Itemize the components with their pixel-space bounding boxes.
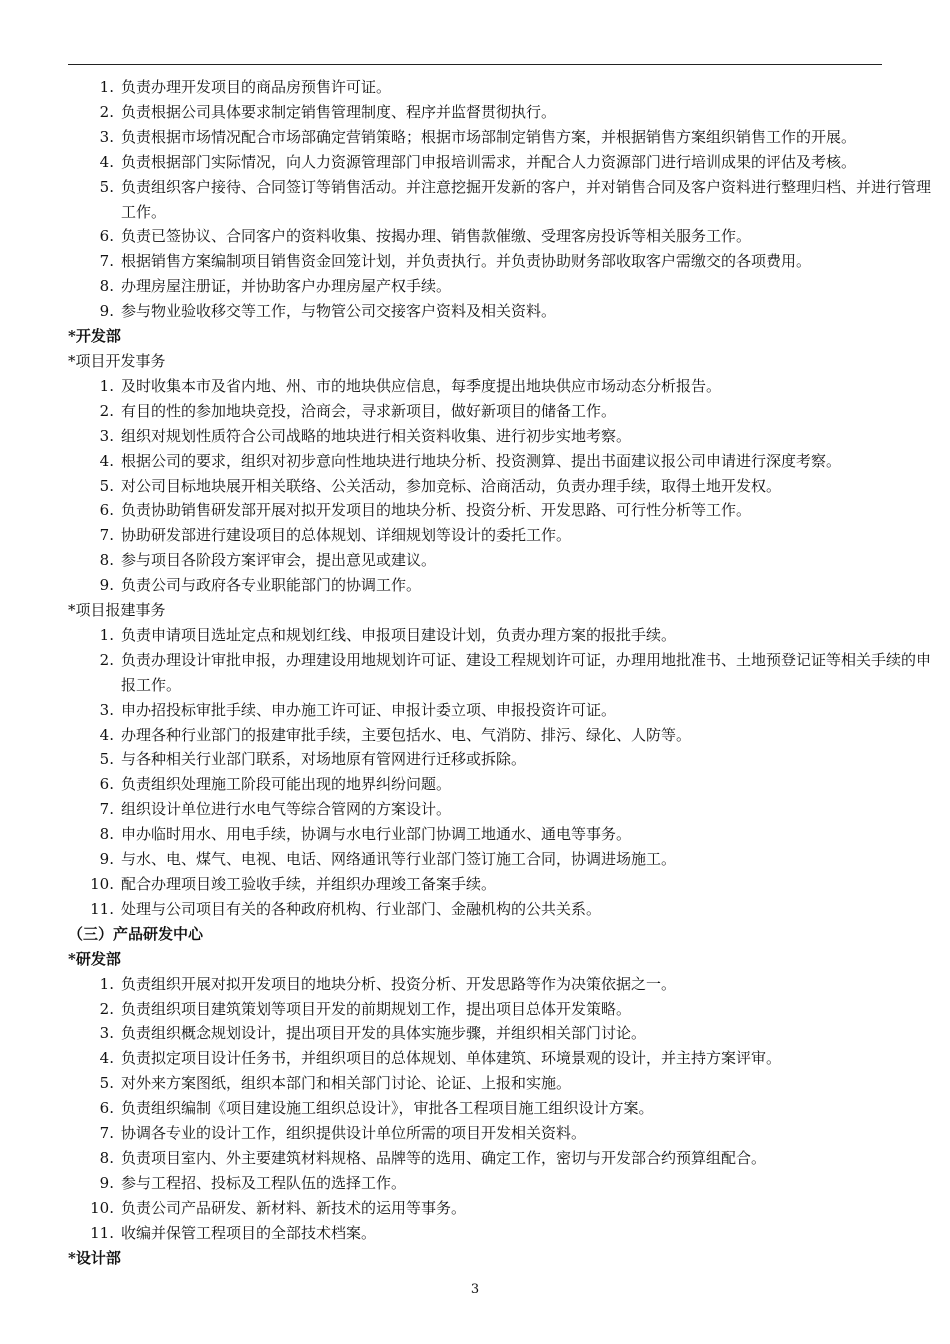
list-item-number: 2 . [84, 100, 114, 125]
list-item-number: 2 . [84, 399, 114, 424]
list-item [68, 548, 936, 573]
list-item-text: 负责根据公司具体要求制定销售管理制度、程序并监督贯彻执行。 [121, 102, 557, 121]
list-item [68, 523, 936, 548]
list-item [68, 374, 936, 399]
list-item [68, 498, 936, 523]
section-heading: *开发部 [68, 327, 121, 346]
list-item-number: 7 . [84, 249, 114, 274]
list-item [68, 822, 936, 847]
list-item [68, 648, 936, 698]
list-item [68, 1196, 936, 1221]
list-item-number: 5 . [84, 747, 114, 772]
list-item-text: 负责组织客户接待、合同签订等销售活动。并注意挖掘开发新的客户，并对销售合同及客户资料进行整理归档、并进行管理工作。 [121, 177, 932, 221]
list-item-number: 8 . [84, 822, 114, 847]
page-number: 3 [470, 1282, 480, 1297]
list-item-text: 负责组织开展对拟开发项目的地块分析、投资分析、开发思路等作为决策依据之一。 [121, 974, 677, 993]
list-item-text: 负责根据市场情况配合市场部确定营销策略；根据市场部制定销售方案，并根据销售方案组织销售工作的开展。 [121, 127, 857, 146]
list-item-number: 9 . [84, 847, 114, 872]
list-item-text: 负责项目室内、外主要建筑材料规格、品牌等的选用、确定工作，密切与开发部合约预算组配合。 [121, 1148, 767, 1167]
list-item [68, 125, 936, 150]
list-item-number: 11 . [84, 897, 114, 922]
list-item [68, 723, 936, 748]
header-rule [68, 64, 882, 65]
list-item-text: 负责组织编制《项目建设施工组织总设计》，审批各工程项目施工组织设计方案。 [121, 1099, 654, 1118]
list-item [68, 772, 936, 797]
list-item [68, 797, 936, 822]
list-item-number: 1 . [84, 623, 114, 648]
list-item-text: 收编并保管工程项目的全部技术档案。 [121, 1223, 377, 1242]
list-item-text: 协助研发部进行建设项目的总体规划、详细规划等设计的委托工作。 [121, 526, 572, 545]
list-item [68, 573, 936, 598]
list-item-number: 3 . [84, 424, 114, 449]
list-item-text: 办理房屋注册证，并协助客户办理房屋产权手续。 [121, 277, 452, 296]
list-item-text: 参与物业验收移交等工作，与物管公司交接客户资料及相关资料。 [121, 302, 557, 321]
subsection-heading: *项目开发事务 [68, 351, 166, 370]
list-item [68, 424, 936, 449]
list-item [68, 1071, 936, 1096]
list-item-number: 6 . [84, 224, 114, 249]
list-item-text: 根据公司的要求，组织对初步意向性地块进行地块分析、投资测算、提出书面建议报公司申请进行深度考察。 [121, 451, 842, 470]
list-item-text: 负责协助销售研发部开展对拟开发项目的地块分析、投资分析、开发思路、可行性分析等工作。 [121, 501, 752, 520]
list-item [68, 847, 936, 872]
list-item-text: 负责组织项目建筑策划等项目开发的前期规划工作，提出项目总体开发策略。 [121, 999, 632, 1018]
list-item-number: 3 . [84, 1021, 114, 1046]
list-item-number: 7 . [84, 1121, 114, 1146]
list-item-text: 协调各专业的设计工作，组织提供设计单位所需的项目开发相关资料。 [121, 1124, 587, 1143]
list-item-number: 7 . [84, 797, 114, 822]
list-item [68, 698, 936, 723]
list-item-text: 办理各种行业部门的报建审批手续，主要包括水、电、气消防、排污、绿化、人防等。 [121, 725, 692, 744]
list-item [68, 972, 936, 997]
list-item-number: 1 . [84, 374, 114, 399]
list-item-text: 配合办理项目竣工验收手续，并组织办理竣工备案手续。 [121, 875, 497, 893]
list-item-number: 8 . [84, 1146, 114, 1171]
list-item-number: 6 . [84, 1096, 114, 1121]
list-item-number: 4 . [84, 150, 114, 175]
list-item [68, 1046, 936, 1071]
list-item [68, 1221, 936, 1246]
list-item-number: 4 . [84, 449, 114, 474]
list-item-number: 10 . [84, 872, 114, 897]
list-item [68, 274, 936, 299]
list-item-number: 1 . [84, 972, 114, 997]
subsection-heading: *项目报建事务 [68, 601, 166, 620]
list-item-text: 组织设计单位进行水电气等综合管网的方案设计。 [121, 800, 452, 819]
list-item [68, 1021, 936, 1046]
list-item [68, 100, 936, 125]
list-item-number: 4 . [84, 723, 114, 748]
list-item [68, 75, 936, 100]
list-item-number: 10 . [84, 1196, 114, 1221]
list-item-number: 2 . [84, 997, 114, 1022]
list-item-number: 5 . [84, 474, 114, 499]
list-item-number: 7 . [84, 523, 114, 548]
list-item [68, 623, 936, 648]
list-item [68, 997, 936, 1022]
list-item-number: 6 . [84, 498, 114, 523]
list-item [68, 175, 936, 225]
list-item-text: 负责已签协议、合同客户的资料收集、按揭办理、销售款催缴、受理客房投诉等相关服务工作。 [121, 227, 752, 246]
list-item [68, 1171, 936, 1196]
list-item-text: 对外来方案图纸，组织本部门和相关部门讨论、论证、上报和实施。 [121, 1074, 572, 1093]
list-item [68, 150, 936, 175]
list-item-text: 组织对规划性质符合公司战略的地块进行相关资料收集、进行初步实地考察。 [121, 426, 632, 445]
list-item-number: 11 . [84, 1221, 114, 1246]
list-item [68, 449, 936, 474]
list-item [68, 299, 936, 324]
list-item-text: 负责申请项目选址定点和规划红线、申报项目建设计划，负责办理方案的报批手续。 [121, 625, 677, 644]
list-item [68, 249, 936, 274]
section-heading: *设计部 [68, 1248, 121, 1267]
list-item [68, 747, 936, 772]
list-item [68, 1096, 936, 1121]
list-item [68, 474, 936, 499]
list-item [68, 872, 936, 897]
list-item-text: 与水、电、煤气、电视、电话、网络通讯等行业部门签订施工合同，协调进场施工。 [121, 850, 677, 869]
document-body [68, 75, 936, 1271]
list-item-text: 负责办理开发项目的商品房预售许可证。 [121, 78, 392, 96]
list-item-number: 9 . [84, 1171, 114, 1196]
list-item-text: 负责办理设计审批申报，办理建设用地规划许可证、建设工程规划许可证，办理用地批准书、土地预登记证等相关手续的申报工作。 [121, 650, 932, 694]
list-item-number: 8 . [84, 548, 114, 573]
list-item-text: 有目的性的参加地块竞投，洽商会，寻求新项目，做好新项目的储备工作。 [121, 401, 617, 420]
list-item-number: 9 . [84, 299, 114, 324]
list-item-number: 3 . [84, 698, 114, 723]
list-item-text: 负责根据部门实际情况，向人力资源管理部门申报培训需求，并配合人力资源部门进行培训成果的评估及考核。 [121, 152, 857, 171]
list-item-number: 6 . [84, 772, 114, 797]
list-item-text: 负责组织概念规划设计，提出项目开发的具体实施步骤，并组织相关部门讨论。 [121, 1024, 647, 1043]
list-item-number: 5 . [84, 175, 114, 200]
list-item-text: 根据销售方案编制项目销售资金回笼计划，并负责执行。并负责协助财务部收取客户需缴交的各项费用。 [121, 252, 812, 271]
list-item-text: 处理与公司项目有关的各种政府机构、行业部门、金融机构的公共关系。 [121, 899, 602, 918]
list-item-text: 申办招投标审批手续、申办施工许可证、申报计委立项、申报投资许可证。 [121, 700, 617, 719]
list-item [68, 399, 936, 424]
list-item-text: 参与工程招、投标及工程队伍的选择工作。 [121, 1173, 407, 1192]
section-heading: （三）产品研发中心 [68, 924, 204, 943]
list-item [68, 1121, 936, 1146]
section-heading: *研发部 [68, 949, 121, 968]
list-item-number: 2 . [84, 648, 114, 673]
list-item-number: 8 . [84, 274, 114, 299]
list-item-number: 9 . [84, 573, 114, 598]
list-item-text: 负责公司产品研发、新材料、新技术的运用等事务。 [121, 1198, 467, 1217]
list-item-number: 3 . [84, 125, 114, 150]
list-item-text: 负责组织处理施工阶段可能出现的地界纠纷问题。 [121, 775, 452, 794]
list-item-number: 1 . [84, 75, 114, 100]
list-item-number: 4 . [84, 1046, 114, 1071]
list-item-text: 负责公司与政府各专业职能部门的协调工作。 [121, 576, 422, 595]
list-item-text: 与各种相关行业部门联系，对场地原有管网进行迁移或拆除。 [121, 750, 527, 769]
list-item-text: 负责拟定项目设计任务书，并组织项目的总体规划、单体建筑、环境景观的设计，并主持方案评审。 [121, 1049, 782, 1068]
list-item [68, 897, 936, 922]
list-item [68, 224, 936, 249]
list-item-text: 对公司目标地块展开相关联络、公关活动，参加竞标、洽商活动，负责办理手续，取得土地开发权。 [121, 476, 782, 495]
list-item-text: 参与项目各阶段方案评审会，提出意见或建议。 [121, 551, 437, 570]
list-item-text: 及时收集本市及省内地、州、市的地块供应信息，每季度提出地块供应市场动态分析报告。 [121, 376, 722, 395]
list-item [68, 1146, 936, 1171]
list-item-number: 5 . [84, 1071, 114, 1096]
list-item-text: 申办临时用水、用电手续，协调与水电行业部门协调工地通水、通电等事务。 [121, 825, 632, 844]
